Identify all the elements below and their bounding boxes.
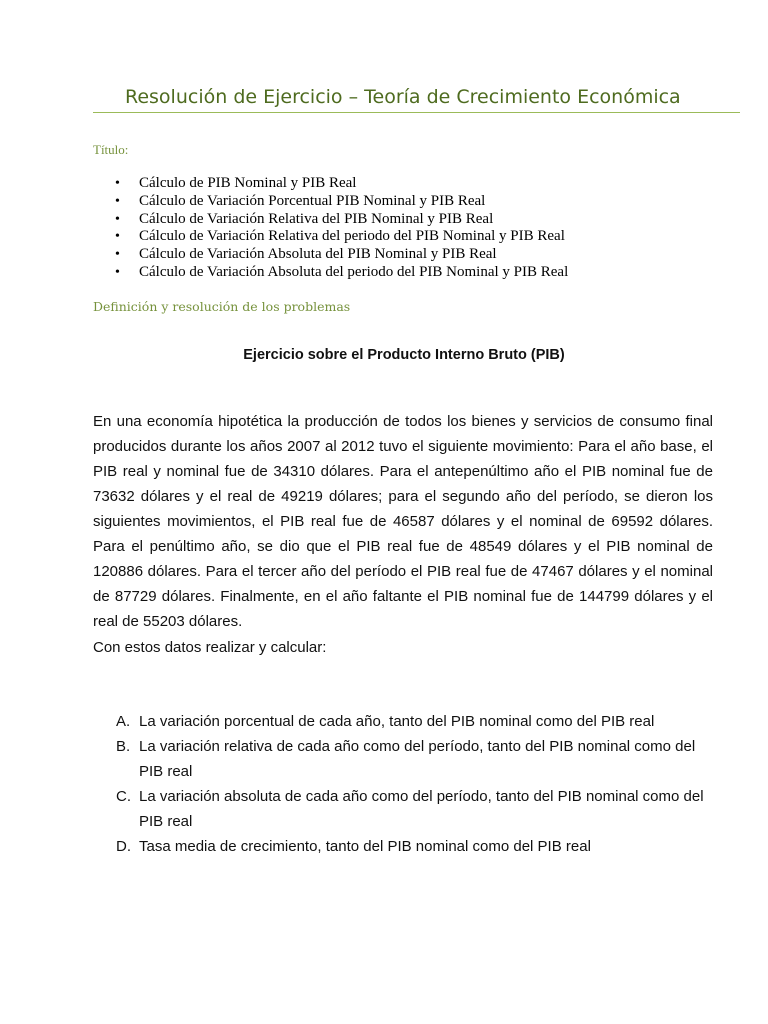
task-marker: D. [116,838,131,855]
document-title: Resolución de Ejercicio – Teoría de Crecimiento Económica [125,86,681,108]
task-marker: A. [116,713,131,730]
task-text: Tasa media de crecimiento, tanto del PIB nominal como del PIB real [139,838,591,855]
list-item: • Cálculo de Variación Absoluta del periodo del PIB Nominal y PIB Real [93,264,568,282]
topics-list [93,175,568,282]
list-item: • Cálculo de Variación Relativa del PIB Nominal y PIB Real [93,211,568,229]
list-item: • Cálculo de Variación Relativa del periodo del PIB Nominal y PIB Real [93,228,568,246]
title-underline [93,112,740,113]
task-marker: C. [116,788,131,805]
list-item [93,834,713,859]
list-item: • Cálculo de Variación Porcentual PIB Nominal y PIB Real [93,193,568,211]
list-item: • Cálculo de PIB Nominal y PIB Real [93,175,568,193]
list-item [93,734,713,784]
list-item [93,709,713,734]
section-heading: Definición y resolución de los problemas [93,299,351,314]
task-text: La variación porcentual de cada año, tanto del PIB nominal como del PIB real [139,713,655,730]
problem-statement: En una economía hipotética la producción de todos los bienes y servicios de consumo final producidos durante los años 2007 al 2012 tuvo el siguiente movimiento: Para el año base, el PIB real y nominal fue de 34310 dólares. Para el antepenúltimo año el PIB nominal fue de 73632 dólares y el real de 49219 dólares; para el segundo año del período, se dieron los siguientes movimientos, el PIB real fue de 46587 dólares y el nominal de 69592 dólares. Para el penúltimo año, se dio que el PIB real fue de 48549 dólares y el PIB nominal de 120886 dólares. Para el tercer año del período el PIB real fue de 47467 dólares y el nominal de 87729 dólares. Finalmente, en el año faltante el PIB nominal fue de 144799 dólares y el real de 55203 dólares. [93,413,713,630]
list-item: • Cálculo de Variación Absoluta del PIB Nominal y PIB Real [93,246,568,264]
task-marker: B. [116,738,131,755]
subtitle-label: Título: [93,142,129,157]
tasks-list [93,709,713,859]
task-text: La variación relativa de cada año como del período, tanto del PIB nominal como del PIB real [139,738,696,780]
list-item [93,784,713,834]
task-text: La variación absoluta de cada año como del período, tanto del PIB nominal como del PIB real [139,788,704,830]
exercise-title: Ejercicio sobre el Producto Interno Bruto (PIB) [243,347,565,363]
instruction-text: Con estos datos realizar y calcular: [93,639,327,656]
